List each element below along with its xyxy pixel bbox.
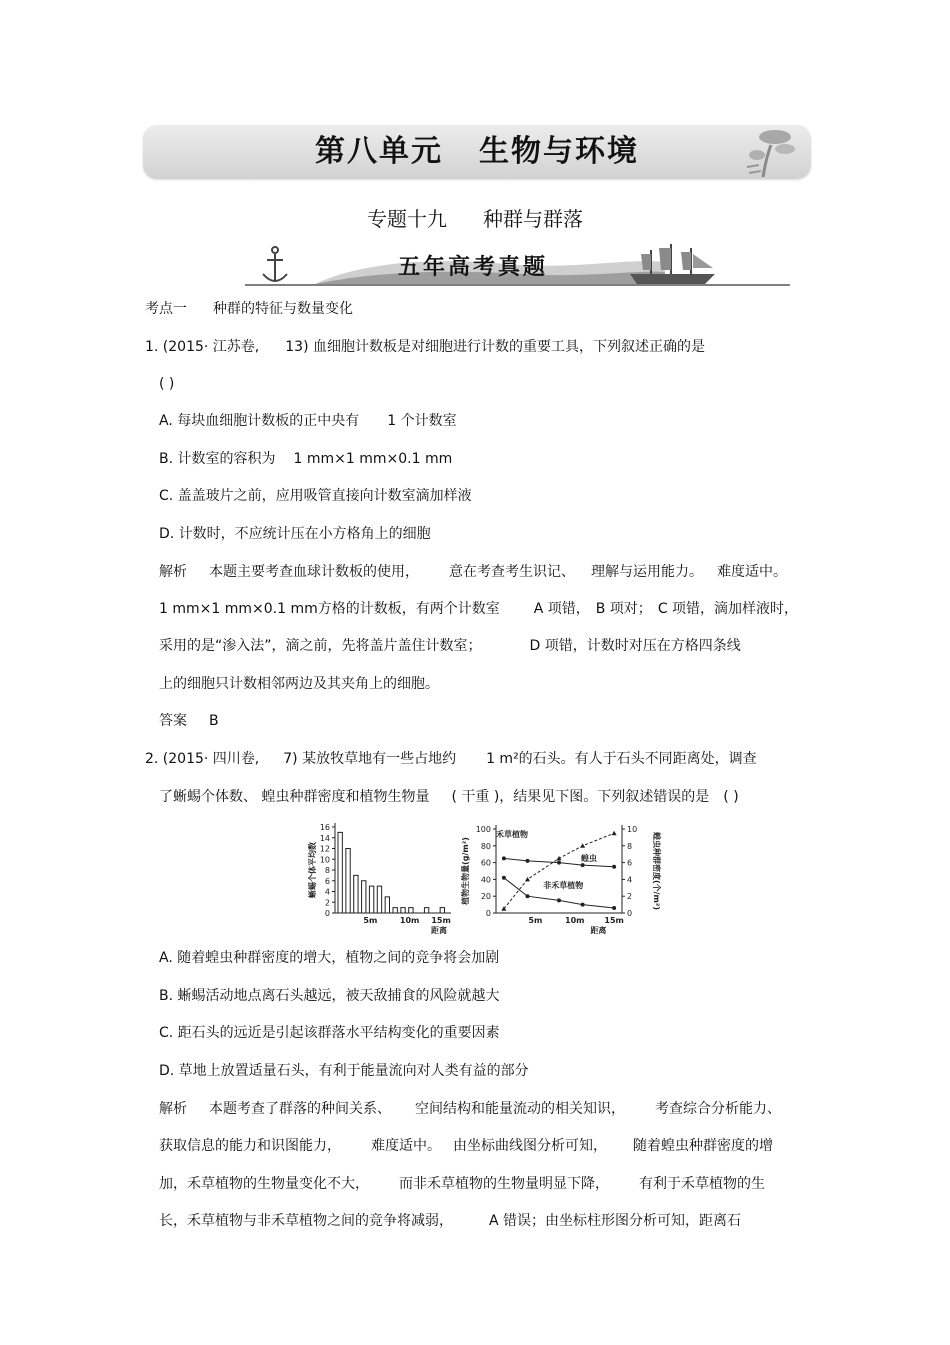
bar-ytick-label: 2 [324,898,330,908]
q1-answer-label: 答案 [159,713,187,729]
q1-option-d: D. 计数时，不应统计压在小方格角上的细胞 [159,526,431,542]
q1-option-a-tail: 1 个计数室 [387,413,457,429]
unit-banner [143,125,811,179]
q1-option-a [159,411,457,431]
bar [385,897,389,913]
bar-ytick-label: 10 [319,855,330,865]
q2-analysis-line3 [159,1174,765,1194]
bar-ytick-label: 8 [324,866,330,875]
bar-xtick-label: 15m [431,916,451,925]
q2-ana2b: 难度适中。 [371,1138,441,1154]
series-point [581,903,585,907]
series-line [504,833,614,909]
q2-stem2b: ( 干重 )，结果见下图。下列叙述错误的是 [451,789,710,805]
line-right-ylabel: 蝗虫种群密度(个/m²) [652,831,661,911]
q1-ana2b: A 项错， [533,601,590,617]
q2-stem2a: 了蜥蜴个体数、 蝗虫种群密度和植物生物量 [159,789,430,805]
bar [362,881,366,913]
line-rtick-label: 2 [627,892,633,902]
line-ltick-label: 40 [480,875,491,885]
line-ltick-label: 0 [485,909,491,918]
q2-ana2c: 由坐标曲线图分析可知， [453,1138,607,1154]
q1-analysis-line1 [159,562,787,582]
series-point [557,861,561,865]
line-ltick-label: 80 [480,841,491,851]
q1-answer [159,711,219,731]
line-ltick-label: 20 [480,892,491,902]
anchor-icon [263,247,287,282]
q1-ana2d: C 项错，滴加样液时， [657,601,799,617]
q2-ana3c: 有利于禾草植物的生 [639,1176,765,1192]
q1-ana1b: 本题主要考查血球计数板的使用， [209,564,419,580]
q2-ana2d: 随着蝗虫种群密度的增 [633,1138,773,1154]
bar [346,849,350,914]
q2-ana4b: A 错误；由坐标柱形图分析可知，距离石 [489,1213,742,1229]
line-xlabel: 距离 [590,926,607,935]
q2-analysis-line2 [159,1136,773,1156]
kaodian-heading [145,299,353,319]
q2-stem-line1 [145,749,757,769]
line-xtick-label: 5m [528,916,543,925]
line-ltick-label: 60 [480,858,491,868]
topic-title [0,203,950,232]
section-title: 五年高考真题 [397,255,548,280]
kaodian-label: 考点一 [145,301,187,317]
topic-number: 专题十九 [367,207,447,231]
bar-ytick-label: 12 [319,844,330,854]
bar-ytick-label: 0 [324,909,330,918]
q1-ana1d: 理解与运用能力。 [591,564,703,580]
bar-xtick-label: 5m [363,916,378,925]
q2-analysis-label: 解析 [159,1101,187,1117]
series-point [612,865,616,869]
q2-ana1c: 空间结构和能量流动的相关知识， [415,1101,625,1117]
bar-ytick-label: 4 [324,887,330,897]
q1-bracket: ( ) [159,376,175,392]
q2-option-b: B. 蜥蜴活动地点离石头越远，被天敌捕食的风险就越大 [159,988,500,1004]
q2-option-c: C. 距石头的远近是引起该群落水平结构变化的重要因素 [159,1025,500,1041]
topic-name: 种群与群落 [483,207,583,231]
bar-xtick-label: 10m [399,916,420,925]
q1-analysis-line4: 上的细胞只计数相邻两边及其夹角上的细胞。 [159,676,439,692]
bar-ytick-label: 16 [319,823,330,832]
q1-analysis-line3 [159,636,741,656]
q1-ana1c: 意在考查考生识记、 [449,564,575,580]
bar-xlabel: 距离 [431,926,447,935]
bar [409,908,413,913]
unit-title-part2: 生物与环境 [479,134,639,169]
q1-stem-text: 13) 血细胞计数板是对细胞进行计数的重要工具，下列叙述正确的是 [285,339,705,355]
bar-ytick-label: 14 [319,833,330,843]
bar-ylabel: 蜥蜴个体平均数 [308,842,317,898]
line-rtick-label: 10 [627,825,638,834]
q1-analysis-label: 解析 [159,564,187,580]
q2-ana3b: 而非禾草植物的生物量明显下降， [399,1176,609,1192]
bar [424,908,428,913]
lizard-bar-chart [305,815,475,935]
q1-option-b-text: B. 计数室的容积为 [159,451,276,467]
q2-ana3a: 加，禾草植物的生物量变化不大， [159,1176,369,1192]
q1-option-c: C. 盖盖玻片之前，应用吸管直接向计数室滴加样液 [159,488,472,504]
biomass-line-chart [460,815,660,935]
series-point [581,863,585,867]
bar [377,886,381,913]
bar [401,908,405,913]
q2-stem1b: 7) 某放牧草地有一些占地约 [283,751,457,767]
series-label: 非禾草植物 [543,880,584,890]
series-point [526,859,530,863]
series-label: 禾草植物 [496,830,528,839]
q1-ana2c: B 项对； [595,601,652,617]
line-rtick-label: 0 [627,909,633,918]
bar [369,886,373,913]
q2-analysis-line1 [159,1099,781,1119]
plant-decoration-icon [741,127,801,179]
kaodian-text: 种群的特征与数量变化 [213,301,353,317]
bar [440,908,444,913]
bar [338,832,342,913]
series-point [502,856,506,860]
line-ltick-label: 100 [475,825,491,834]
q2-stem-line2 [159,787,739,807]
q1-ana2a: 1 mm×1 mm×0.1 mm方格的计数板，有两个计数室 [159,601,500,617]
q1-stem [145,337,705,357]
q2-stem2c: ( ) [723,789,739,805]
bar-ytick-label: 6 [324,876,330,886]
q2-ana2a: 获取信息的能力和识图能力， [159,1138,341,1154]
line-rtick-label: 6 [627,858,633,868]
unit-title [143,125,811,179]
q1-ana3a: 采用的是“渗入法”，滴之前，先将盖片盖住计数室； [159,638,482,654]
unit-title-part1: 第八单元 [315,134,443,169]
line-rtick-label: 4 [627,875,633,885]
q2-source: 2. (2015· 四川卷, [145,751,260,767]
q2-ana1d: 考查综合分析能力、 [655,1101,781,1117]
q1-answer-value: B [209,713,219,729]
q2-stem1c: 1 m²的石头。有人于石头不同距离处，调查 [486,751,757,767]
q2-ana4a: 长，禾草植物与非禾草植物之间的竞争将减弱， [159,1213,453,1229]
q1-ana1e: 难度适中。 [717,564,787,580]
q2-ana1b: 本题考查了群落的种间关系、 [209,1101,391,1117]
q1-analysis-line2 [159,599,798,619]
series-point [612,906,616,910]
series-point [612,831,617,836]
bar [393,908,397,913]
q2-option-d: D. 草地上放置适量石头，有利于能量流向对人类有益的部分 [159,1063,529,1079]
ship-icon [630,244,715,284]
line-xtick-label: 10m [565,916,585,925]
q1-ana3b: D 项错，计数时对压在方格四条线 [529,638,741,654]
q1-option-b [159,449,452,469]
q1-option-a-text: A. 每块血细胞计数板的正中央有 [159,413,360,429]
q2-analysis-line4 [159,1211,741,1231]
series-point [557,898,561,902]
series-point [580,843,585,848]
series-point [526,894,530,898]
q2-option-a: A. 随着蝗虫种群密度的增大，植物之间的竞争将会加剧 [159,950,500,966]
q1-source: 1. (2015· 江苏卷, [145,339,260,355]
line-left-ylabel: 植物生物量(g/m²) [461,837,470,905]
line-rtick-label: 8 [627,841,633,851]
series-point [557,856,562,861]
bar [354,875,358,913]
series-label: 蝗虫 [581,853,598,863]
series-point [525,877,530,882]
line-xtick-label: 15m [604,916,624,925]
series-point [502,876,506,880]
q1-option-b-tail: 1 mm×1 mm×0.1 mm [293,451,453,467]
